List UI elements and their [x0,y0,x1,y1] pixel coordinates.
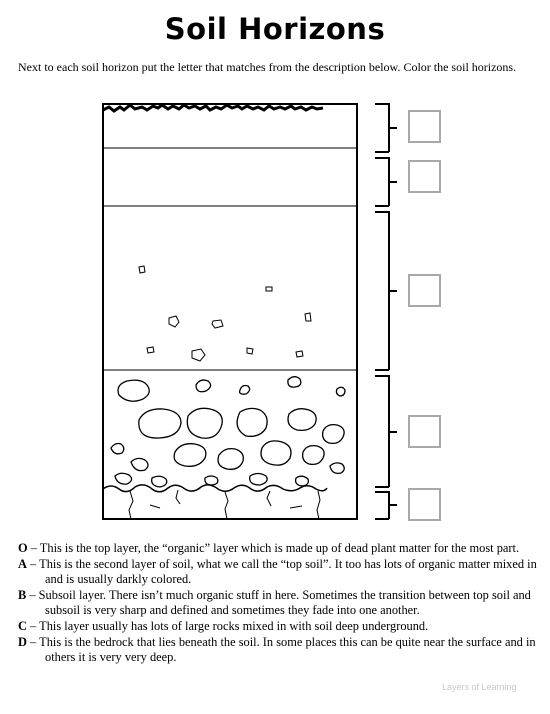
bracket-b [375,212,397,370]
description-text: – This layer usually has lots of large rocks mixed in with soil deep underground. [26,618,429,633]
bracket-c [375,376,397,487]
description-text: – This is the bedrock that lies beneath the soil. In some places this can be quite near the surface and in others it is very very deep. [26,634,536,665]
organic-surface-line [103,105,323,111]
answer-box-a[interactable] [408,160,441,193]
subsoil-pebbles [139,266,311,361]
bracket-a [375,158,397,206]
description-a [18,557,538,588]
page-title: Soil Horizons [164,12,386,46]
description-text: – This is the second layer of soil, what we call the “top soil”. It too has lots of organic matter mixed in and is usually darkly colored. [26,556,537,587]
description-d [18,635,538,666]
description-letter: D [18,634,27,649]
answer-box-c[interactable] [408,415,441,448]
bracket-o [375,104,397,152]
description-letter: B [18,587,27,602]
watermark: Layers of Learning [442,682,517,692]
description-text: – This is the top layer, the “organic” layer which is made up of dead plant matter for the most part. [27,541,520,555]
boundary-c-d [103,485,327,492]
c-horizon-rocks [111,377,345,487]
horizon-descriptions [18,541,538,666]
answer-box-d[interactable] [408,488,441,521]
instructions: Next to each soil horizon put the letter that matches from the description below. Color the soil horizons. [18,60,517,74]
description-o [18,541,538,557]
description-letter: O [18,541,28,555]
description-text: – Subsoil layer. There isn’t much organic stuff in here. Sometimes the transition between top soil and subsoil is very sharp and defined and sometimes they fade into one another. [26,587,531,618]
description-b [18,588,538,619]
description-letter: C [18,618,27,633]
answer-box-b[interactable] [408,274,441,307]
bedrock-cracks [129,490,320,519]
horizon-brackets [375,104,397,519]
description-c [18,619,538,635]
answer-box-o[interactable] [408,110,441,143]
bracket-d [375,492,397,519]
description-letter: A [18,556,27,571]
